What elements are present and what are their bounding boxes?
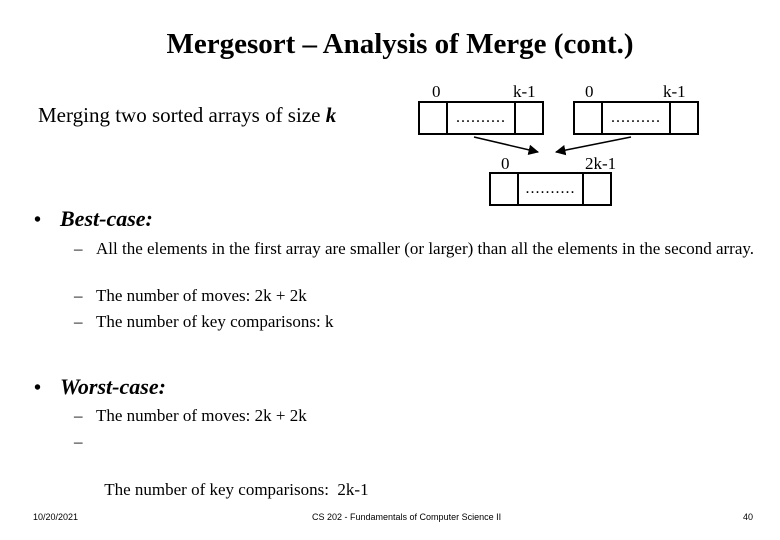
array1-end-index: k-1 [513, 82, 536, 101]
best-case-item-2-text: The number of moves: 2k + 2k [96, 286, 307, 305]
best-case-item-2 [74, 284, 766, 308]
worst-case-item-1-text: The number of moves: 2k + 2k [96, 406, 307, 425]
bullet-icon: • [34, 209, 42, 231]
worst-case-label: Worst-case: [60, 374, 166, 399]
worst-case-item-1 [74, 404, 766, 428]
best-case-label: Best-case: [60, 206, 153, 231]
intro-variable: k [325, 103, 337, 127]
merged-last-cell [582, 174, 610, 204]
merged-start-index: 0 [501, 154, 510, 173]
best-case-item-1-text: All the elements in the first array are smaller (or larger) than all the elements in the second array. [96, 239, 755, 258]
best-case-heading [34, 206, 153, 232]
dash-icon: – [74, 312, 83, 331]
dash-icon: – [74, 286, 83, 305]
dash-icon: – [74, 406, 83, 425]
array2-end-index: k-1 [663, 82, 686, 101]
best-case-item-1 [74, 237, 766, 261]
footer-date: 10/20/2021 [33, 512, 79, 522]
dash-icon: – [74, 432, 83, 451]
array1-ellipsis: .......... [456, 109, 506, 126]
footer-page-number: 40 [743, 512, 754, 522]
merged-ellipsis: .......... [525, 180, 576, 197]
array1-start-index: 0 [432, 82, 441, 101]
footer-course: CS 202 - Fundamentals of Computer Science II [312, 512, 502, 522]
merged-end-index: 2k-1 [585, 154, 617, 173]
dash-icon: – [74, 239, 83, 258]
arrow-from-array1 [474, 137, 538, 152]
slide-title: Mergesort – Analysis of Merge (cont.) [166, 28, 634, 60]
worst-case-heading [34, 374, 166, 400]
array2-ellipsis: .......... [611, 109, 661, 126]
best-case-item-3 [74, 310, 766, 334]
intro-label: Merging two sorted arrays of size [38, 103, 326, 127]
merged-box [489, 172, 612, 206]
merged-first-cell [491, 174, 519, 204]
best-case-item-3-text: The number of key comparisons: k [96, 312, 334, 331]
arrow-from-array2 [556, 137, 631, 152]
worst-case-item-2 [74, 430, 766, 502]
array2-start-index: 0 [585, 82, 594, 101]
bullet-icon: • [34, 377, 42, 399]
worst-case-item-2-text: The number of key comparisons: 2k-1 [104, 480, 369, 499]
